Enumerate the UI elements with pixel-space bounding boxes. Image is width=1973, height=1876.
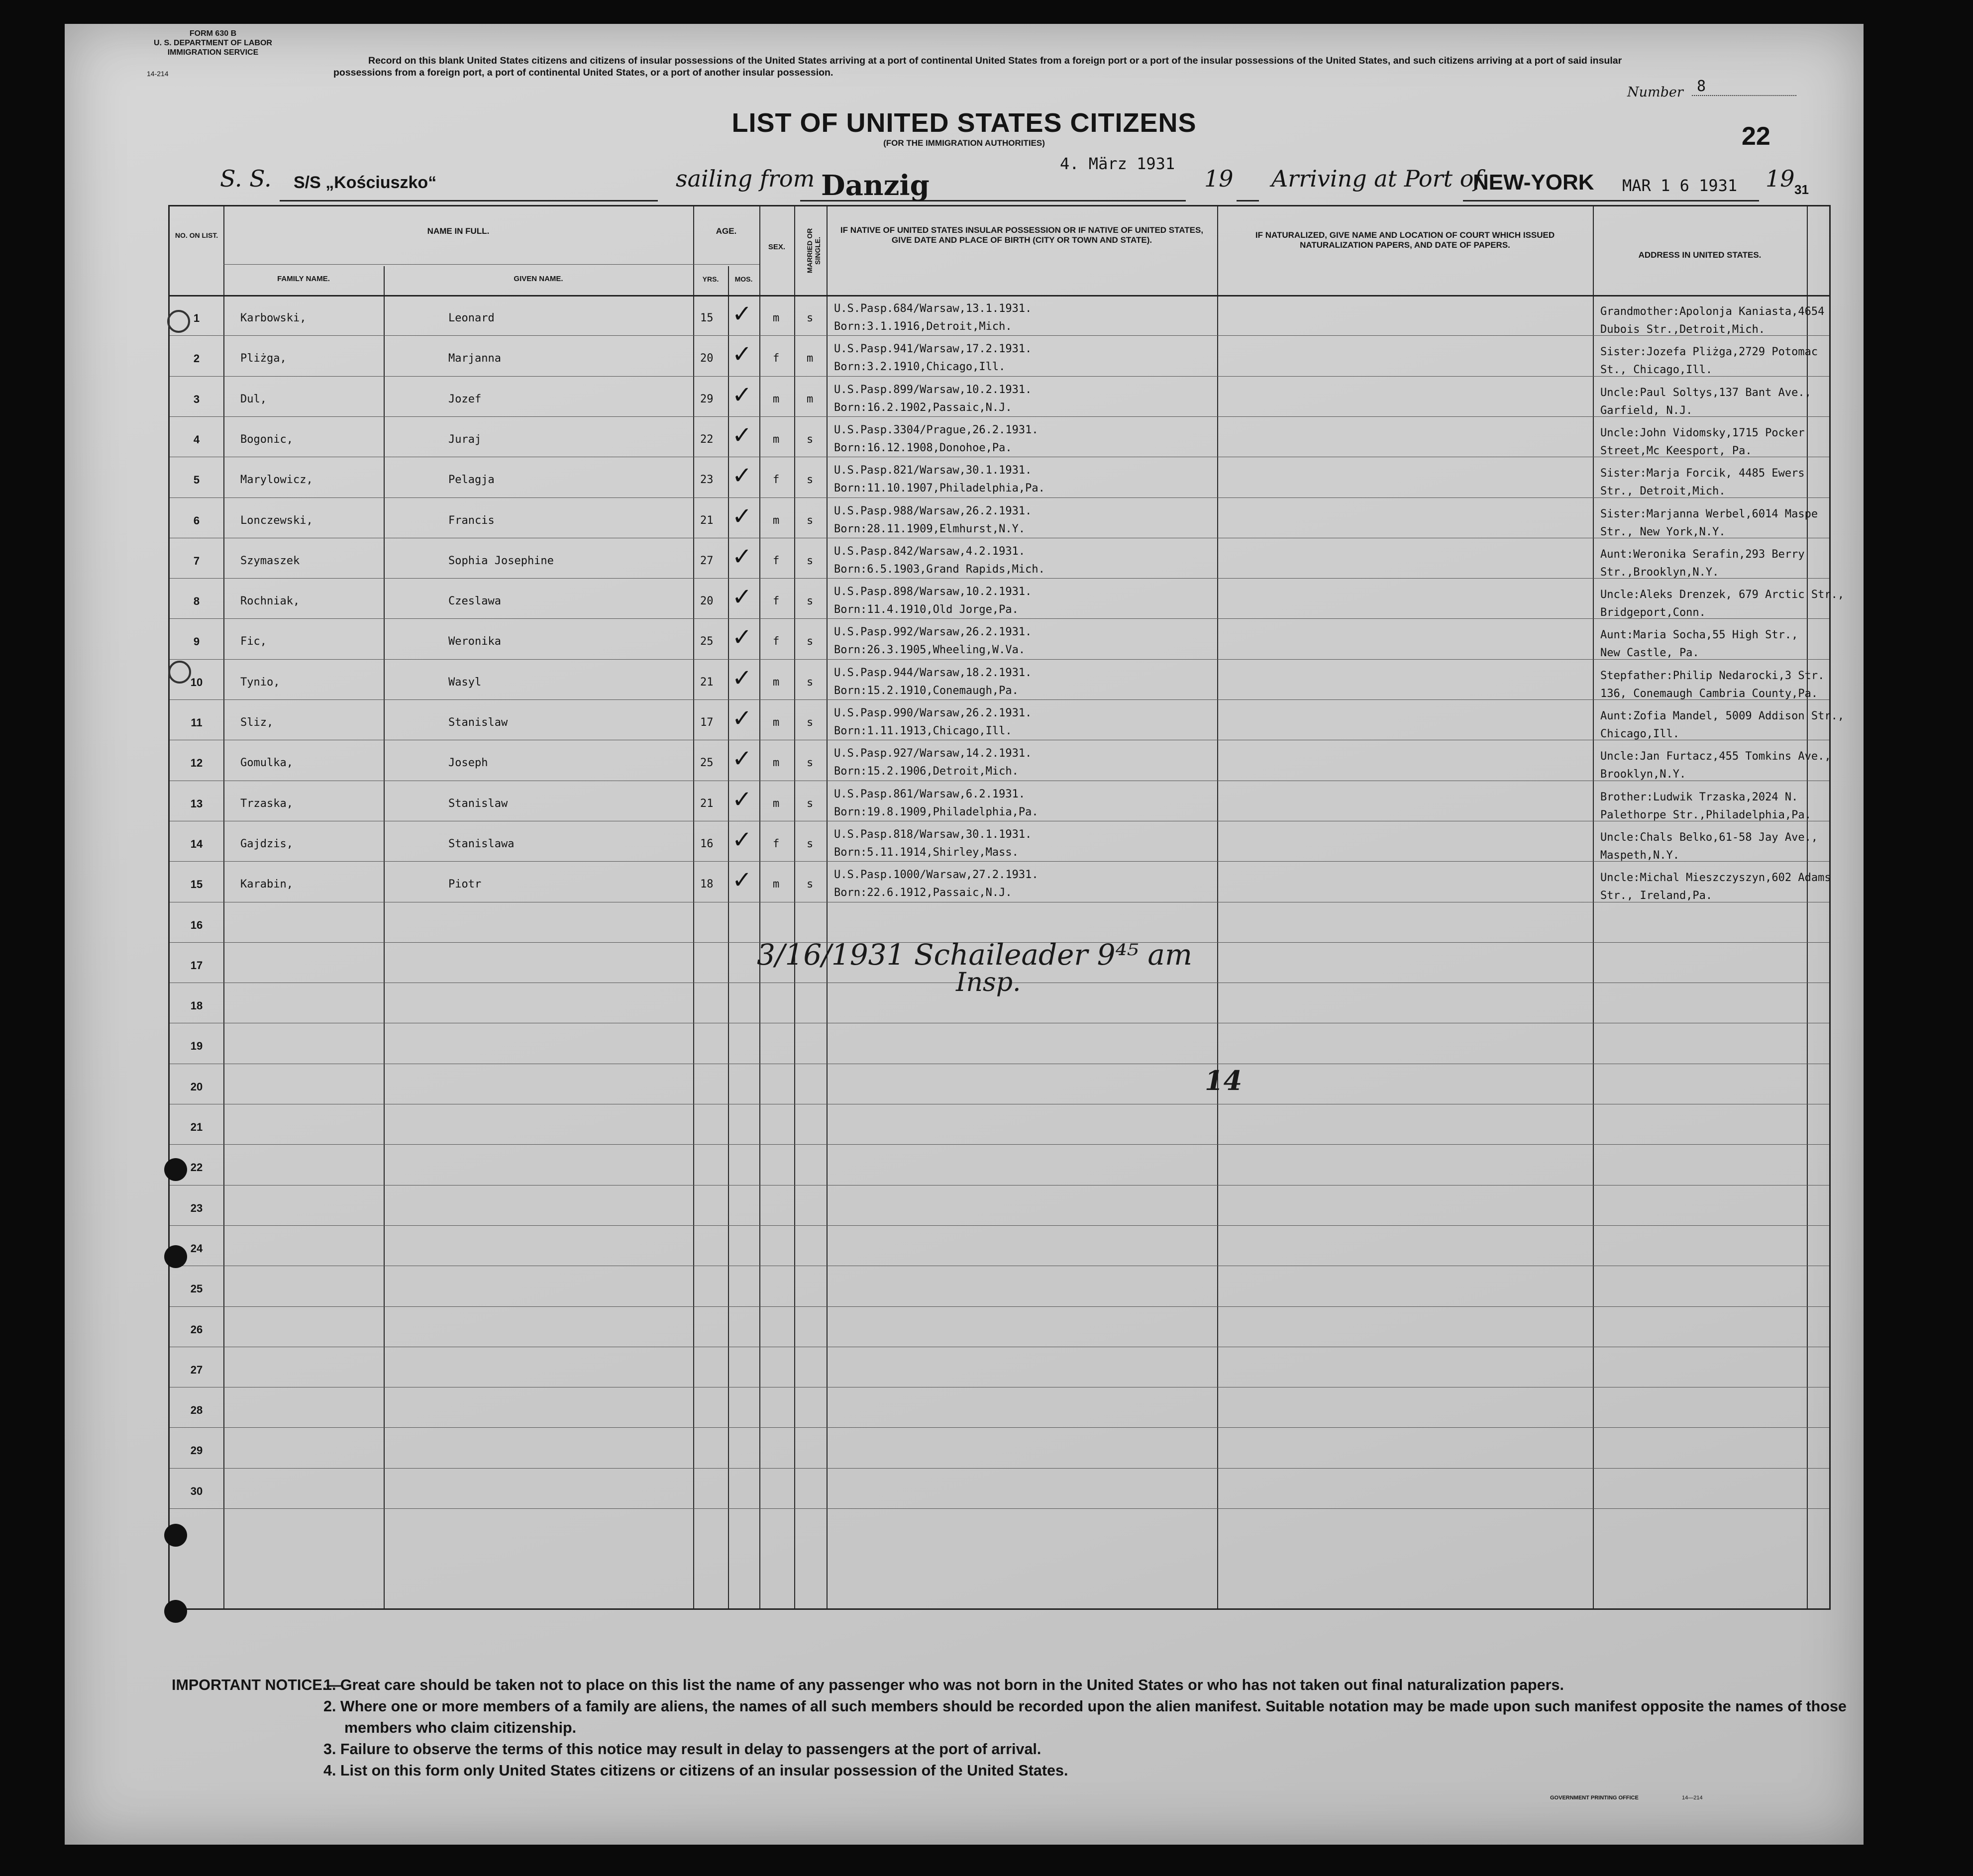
sex: f <box>773 837 780 850</box>
address-line: Chicago,Ill. <box>1600 728 1679 740</box>
header-subline <box>693 264 759 265</box>
age-checkmark: ✓ <box>732 664 752 692</box>
age-years: 16 <box>700 837 714 850</box>
age-years: 29 <box>700 393 714 405</box>
ss-label: S. S. <box>220 165 272 192</box>
sex: f <box>773 554 780 567</box>
row-number: 8 <box>193 595 200 608</box>
header-bottom <box>170 295 1829 296</box>
given-name: Weronika <box>448 635 501 648</box>
given-name: Piotr <box>448 878 482 891</box>
col-divider <box>728 266 729 1608</box>
given-name: Pelagja <box>448 474 495 487</box>
birth-line: Born:1.11.1913,Chicago,Ill. <box>834 725 1012 737</box>
marital-status: m <box>807 352 814 365</box>
binder-hole <box>164 1158 187 1181</box>
date-to-stamp: MAR 1 6 1931 <box>1622 176 1738 195</box>
header-naturalized: IF NATURALIZED, GIVE NAME AND LOCATION OF COURT WHICH ISSUED NATURALIZATION PAPERS, AND DATE OF PAPERS. <box>1255 230 1555 250</box>
sex: f <box>773 595 780 608</box>
birth-line: Born:3.2.1910,Chicago,Ill. <box>834 361 1006 374</box>
row-number: 30 <box>190 1484 203 1497</box>
form-id <box>138 29 288 57</box>
age-years: 23 <box>700 474 714 487</box>
marital-status: s <box>807 312 814 324</box>
address-line: Brother:Ludwik Trzaska,2024 N. <box>1600 790 1798 803</box>
age-checkmark: ✓ <box>732 745 752 773</box>
passport-line: U.S.Pasp.861/Warsaw,6.2.1931. <box>834 788 1026 800</box>
age-checkmark: ✓ <box>732 825 752 854</box>
notice-item: 4. List on this form only United States citizens or citizens of an insular possession of the United States. <box>323 1762 1068 1779</box>
family-name: Szymaszek <box>240 554 300 567</box>
family-name: Dul, <box>240 393 267 405</box>
ship-name: S/S „Kościuszko“ <box>294 173 437 192</box>
given-name: Marjanna <box>448 352 501 365</box>
date-from-stamp: 4. März 1931 <box>1060 154 1175 173</box>
passport-line: U.S.Pasp.899/Warsaw,10.2.1931. <box>834 383 1032 396</box>
family-name: Fic, <box>240 635 267 648</box>
birth-line: Born:28.11.1909,Elmhurst,N.Y. <box>834 522 1026 535</box>
row-number: 10 <box>190 676 203 689</box>
row-number: 28 <box>190 1404 203 1417</box>
row-number: 24 <box>190 1242 203 1255</box>
age-years: 21 <box>700 676 714 689</box>
address-line: Uncle:Aleks Drenzek, 679 Arctic Str., <box>1600 589 1845 601</box>
binder-hole <box>164 1600 187 1623</box>
passport-line: U.S.Pasp.992/Warsaw,26.2.1931. <box>834 626 1032 639</box>
notice-item: 2. Where one or more members of a family are aliens, the names of all such members should be recorded upon the alien manifest. Suitable notation may be made upon such manifest opposite the names of those members who claim citizenship. <box>323 1698 1847 1736</box>
age-years: 25 <box>700 757 714 770</box>
header-name-in-full: NAME IN FULL. <box>427 226 490 236</box>
age-years: 25 <box>700 635 714 648</box>
address-line: New Castle, Pa. <box>1600 647 1699 660</box>
row-number: 6 <box>193 514 200 527</box>
age-checkmark: ✓ <box>732 421 752 449</box>
address-line: Uncle:Chals Belko,61-58 Jay Ave., <box>1600 831 1818 844</box>
row-number: 9 <box>193 635 200 648</box>
number-label: Number <box>1627 85 1683 100</box>
address-line: Aunt:Maria Socha,55 High Str., <box>1600 629 1798 642</box>
age-years: 17 <box>700 716 714 729</box>
birth-line: Born:11.10.1907,Philadelphia,Pa. <box>834 482 1045 495</box>
year-label: 19 <box>1765 165 1795 192</box>
age-checkmark: ✓ <box>732 502 752 530</box>
family-name: Pliżga, <box>240 352 287 365</box>
form-id-line: FORM 630 B <box>189 29 237 38</box>
sheet-mark: 14 <box>1205 1065 1243 1096</box>
birth-line: Born:16.2.1902,Passaic,N.J. <box>834 401 1012 414</box>
passport-line: U.S.Pasp.3304/Prague,26.2.1931. <box>834 423 1038 436</box>
address-line: Street,Mc Keesport, Pa. <box>1600 444 1752 457</box>
age-years: 15 <box>700 312 714 324</box>
address-line: Sister:Marjanna Werbel,6014 Maspe <box>1600 507 1818 520</box>
address-line: Uncle:Michal Mieszczyszyn,602 Adams <box>1600 872 1831 885</box>
sex: m <box>773 312 780 324</box>
row-divider <box>170 1468 1829 1469</box>
address-line: Maspeth,N.Y. <box>1600 849 1679 862</box>
address-line: Str., Detroit,Mich. <box>1600 485 1726 498</box>
header-yrs: YRS. <box>702 275 719 283</box>
page-title: LIST OF UNITED STATES CITIZENS <box>731 108 1197 138</box>
given-name: Francis <box>448 514 495 527</box>
family-name: Bogonic, <box>240 433 293 446</box>
row-number: 26 <box>190 1323 203 1336</box>
header-age: AGE. <box>716 226 737 236</box>
notice-heading: IMPORTANT NOTICE.— <box>172 1677 342 1693</box>
row-divider <box>170 1225 1829 1226</box>
sex: m <box>773 393 780 405</box>
row-number: 14 <box>190 837 203 850</box>
age-checkmark: ✓ <box>732 340 752 369</box>
year-suffix: 31 <box>1794 182 1809 197</box>
row-number: 18 <box>190 999 203 1012</box>
header-subline <box>223 264 693 265</box>
page-subtitle: (FOR THE IMMIGRATION AUTHORITIES) <box>883 138 1045 148</box>
address-line: Uncle:Paul Soltys,137 Bant Ave., <box>1600 386 1811 399</box>
address-line: Grandmother:Apolonja Kaniasta,4654 <box>1600 305 1825 318</box>
sex: m <box>773 514 780 527</box>
form-id-line: IMMIGRATION SERVICE <box>167 48 259 57</box>
age-checkmark: ✓ <box>732 785 752 813</box>
col-divider <box>384 266 385 1608</box>
given-name: Juraj <box>448 433 482 446</box>
age-checkmark: ✓ <box>732 583 752 611</box>
age-years: 21 <box>700 514 714 527</box>
address-line: Bridgeport,Conn. <box>1600 606 1706 619</box>
passport-line: U.S.Pasp.1000/Warsaw,27.2.1931. <box>834 869 1038 882</box>
row-number: 4 <box>193 433 200 446</box>
arriving-label: Arriving at Port of <box>1271 165 1482 192</box>
address-line: 136, Conemaugh Cambria County,Pa. <box>1600 687 1818 700</box>
age-checkmark: ✓ <box>732 300 752 328</box>
family-name: Gajdzis, <box>240 837 293 850</box>
year-label: 19 <box>1204 165 1234 192</box>
binder-hole <box>164 1524 187 1547</box>
header-birth: IF NATIVE OF UNITED STATES INSULAR POSSESSION OR IF NATIVE OF UNITED STATES, GIVE DATE AND PLACE OF BIRTH (CITY OR TOWN AND STATE). <box>840 225 1204 245</box>
address-line: Palethorpe Str.,Philadelphia,Pa. <box>1600 808 1811 821</box>
header-family-name: FAMILY NAME. <box>277 275 330 283</box>
marital-status: s <box>807 676 814 689</box>
marital-status: s <box>807 635 814 648</box>
sex: m <box>773 716 780 729</box>
marital-status: s <box>807 878 814 891</box>
row-number: 11 <box>191 716 203 729</box>
birth-line: Born:15.2.1910,Conemaugh,Pa. <box>834 684 1019 697</box>
age-years: 21 <box>700 797 714 810</box>
sex: m <box>773 433 780 446</box>
marital-status: m <box>807 393 814 405</box>
page-number: 22 <box>1742 122 1770 151</box>
age-checkmark: ✓ <box>732 381 752 409</box>
header-no-on-list: NO. ON LIST. <box>175 231 218 239</box>
family-name: Marylowicz, <box>240 474 313 487</box>
passport-line: U.S.Pasp.818/Warsaw,30.1.1931. <box>834 828 1032 841</box>
birth-line: Born:6.5.1903,Grand Rapids,Mich. <box>834 563 1045 576</box>
row-number: 7 <box>193 554 200 567</box>
row-number: 23 <box>190 1201 203 1214</box>
age-checkmark: ✓ <box>732 542 752 571</box>
address-line: Str.,Brooklyn,N.Y. <box>1600 566 1719 579</box>
age-years: 18 <box>700 878 714 891</box>
age-years: 22 <box>700 433 714 446</box>
passport-line: U.S.Pasp.821/Warsaw,30.1.1931. <box>834 464 1032 477</box>
row-number: 25 <box>190 1283 203 1295</box>
given-name: Leonard <box>448 312 495 324</box>
binder-hole <box>164 1245 187 1268</box>
address-line: Uncle:John Vidomsky,1715 Pocker <box>1600 426 1805 439</box>
family-name: Gomulka, <box>240 757 293 770</box>
age-checkmark: ✓ <box>732 866 752 894</box>
sex: m <box>773 757 780 770</box>
family-name: Sliz, <box>240 716 274 729</box>
form-id-line: U. S. DEPARTMENT OF LABOR <box>154 39 272 47</box>
sex: m <box>773 676 780 689</box>
address-line: Aunt:Weronika Serafin,293 Berry <box>1600 548 1805 561</box>
notice-item: 3. Failure to observe the terms of this notice may result in delay to passengers at the port of arrival. <box>323 1741 1041 1758</box>
row-divider <box>170 1144 1829 1145</box>
family-name: Karabin, <box>240 878 293 891</box>
header-given-name: GIVEN NAME. <box>514 275 563 283</box>
header-address: ADDRESS IN UNITED STATES. <box>1638 250 1762 260</box>
sailing-label: sailing from <box>676 165 815 192</box>
passport-line: U.S.Pasp.927/Warsaw,14.2.1931. <box>834 747 1032 760</box>
marital-status: s <box>807 757 814 770</box>
header-sex: SEX. <box>768 243 786 251</box>
given-name: Sophia Josephine <box>448 554 554 567</box>
given-name: Jozef <box>448 393 482 405</box>
year-line <box>1237 200 1259 201</box>
passport-line: U.S.Pasp.944/Warsaw,18.2.1931. <box>834 666 1032 679</box>
age-years: 20 <box>700 352 714 365</box>
birth-line: Born:19.8.1909,Philadelphia,Pa. <box>834 805 1038 818</box>
sex: f <box>773 352 780 365</box>
passport-line: U.S.Pasp.684/Warsaw,13.1.1931. <box>834 302 1032 315</box>
marital-status: s <box>807 797 814 810</box>
address-line: Brooklyn,N.Y. <box>1600 768 1686 781</box>
given-name: Joseph <box>448 757 488 770</box>
given-name: Czeslawa <box>448 595 501 608</box>
sex: m <box>773 878 780 891</box>
row-divider <box>170 1306 1829 1307</box>
row-number: 15 <box>190 878 203 891</box>
ship-line <box>280 200 658 201</box>
row-number: 17 <box>190 959 203 972</box>
binder-hole <box>168 661 191 684</box>
marital-status: s <box>807 716 814 729</box>
marital-status: s <box>807 433 814 446</box>
notice-item: 1. Great care should be taken not to place on this list the name of any passenger who was not born in the United States or who has not taken out final naturalization papers. <box>323 1677 1564 1693</box>
row-number: 19 <box>190 1040 203 1053</box>
header-mos: MOS. <box>734 275 753 283</box>
address-line: Str., Ireland,Pa. <box>1600 889 1713 902</box>
marital-status: s <box>807 595 814 608</box>
passenger-table <box>168 205 1845 1610</box>
address-line: Dubois Str.,Detroit,Mich. <box>1600 323 1765 336</box>
binder-hole <box>167 310 190 333</box>
intro-text: Record on this blank United States citizens and citizens of insular possessions of the United States arriving at a port of continental United States from a foreign port or a port of the insular possessions of the United States, and such citizens arriving at a port of said insular possessions from a foreign port, a port of continental United States, or a port of another insular possession. <box>333 55 1622 78</box>
notice-items <box>323 1675 1851 1781</box>
row-number: 1 <box>193 312 200 324</box>
marital-status: s <box>807 837 814 850</box>
birth-line: Born:26.3.1905,Wheeling,W.Va. <box>834 644 1026 657</box>
printer-note: GOVERNMENT PRINTING OFFICE <box>1550 1795 1639 1801</box>
age-checkmark: ✓ <box>732 704 752 732</box>
family-name: Rochniak, <box>240 595 300 608</box>
age-checkmark: ✓ <box>732 623 752 652</box>
birth-line: Born:15.2.1906,Detroit,Mich. <box>834 765 1019 778</box>
sex: m <box>773 797 780 810</box>
row-divider <box>170 1427 1829 1428</box>
passport-line: U.S.Pasp.941/Warsaw,17.2.1931. <box>834 343 1032 356</box>
address-line: Sister:Marja Forcik, 4485 Ewers <box>1600 467 1805 480</box>
age-checkmark: ✓ <box>732 462 752 490</box>
sex: f <box>773 474 780 487</box>
birth-line: Born:16.12.1908,Donohoe,Pa. <box>834 441 1012 454</box>
row-number: 29 <box>190 1444 203 1457</box>
row-number: 20 <box>190 1080 203 1093</box>
port-to-line <box>1463 200 1759 201</box>
given-name: Stanislaw <box>448 797 508 810</box>
passport-line: U.S.Pasp.842/Warsaw,4.2.1931. <box>834 545 1026 558</box>
birth-line: Born:11.4.1910,Old Jorge,Pa. <box>834 603 1019 616</box>
row-number: 22 <box>190 1161 203 1174</box>
family-name: Lonczewski, <box>240 514 313 527</box>
family-name: Trzaska, <box>240 797 293 810</box>
address-line: Garfield, N.J. <box>1600 404 1693 417</box>
birth-line: Born:22.6.1912,Passaic,N.J. <box>834 887 1012 899</box>
row-number: 12 <box>190 757 203 770</box>
marital-status: s <box>807 514 814 527</box>
printer-code: 14—214 <box>1682 1795 1703 1801</box>
address-line: Aunt:Zofia Mandel, 5009 Addison Str., <box>1600 710 1845 722</box>
row-number: 5 <box>193 474 200 487</box>
row-number: 16 <box>190 918 203 931</box>
family-name: Tynio, <box>240 676 280 689</box>
header-married-single: MARRIED OR SINGLE. <box>806 228 822 274</box>
row-number: 3 <box>193 393 200 405</box>
inspector-notation: 3/16/1931 Schaileader 9⁴⁵ am <box>757 938 1193 972</box>
manifest-sheet <box>65 24 1864 1845</box>
family-name: Karbowski, <box>240 312 307 324</box>
birth-line: Born:5.11.1914,Shirley,Mass. <box>834 846 1019 859</box>
marital-status: s <box>807 554 814 567</box>
address-line: Str., New York,N.Y. <box>1600 525 1726 538</box>
number-value: 8 <box>1692 78 1796 96</box>
given-name: Stanislawa <box>448 837 515 850</box>
row-number: 21 <box>190 1121 203 1133</box>
marital-status: s <box>807 474 814 487</box>
row-number: 2 <box>193 352 200 365</box>
given-name: Stanislaw <box>448 716 508 729</box>
age-years: 27 <box>700 554 714 567</box>
port-from: Danzig <box>821 169 930 202</box>
port-to: NEW-YORK <box>1473 170 1594 195</box>
row-divider <box>170 1508 1829 1509</box>
sex: f <box>773 635 780 648</box>
row-number: 13 <box>190 797 203 810</box>
address-line: Uncle:Jan Furtacz,455 Tomkins Ave., <box>1600 750 1831 763</box>
birth-line: Born:3.1.1916,Detroit,Mich. <box>834 320 1012 333</box>
row-number: 27 <box>190 1363 203 1376</box>
age-years: 20 <box>700 595 714 608</box>
form-code: 14-214 <box>147 70 169 78</box>
passport-line: U.S.Pasp.898/Warsaw,10.2.1931. <box>834 586 1032 598</box>
address-line: Sister:Jozefa Pliżga,2729 Potomac <box>1600 346 1818 359</box>
passport-line: U.S.Pasp.990/Warsaw,26.2.1931. <box>834 707 1032 719</box>
given-name: Wasyl <box>448 676 482 689</box>
passport-line: U.S.Pasp.988/Warsaw,26.2.1931. <box>834 504 1032 517</box>
address-line: Stepfather:Philip Nedarocki,3 Str. <box>1600 669 1825 682</box>
address-line: St., Chicago,Ill. <box>1600 364 1713 377</box>
inspector-title: Insp. <box>956 968 1021 997</box>
